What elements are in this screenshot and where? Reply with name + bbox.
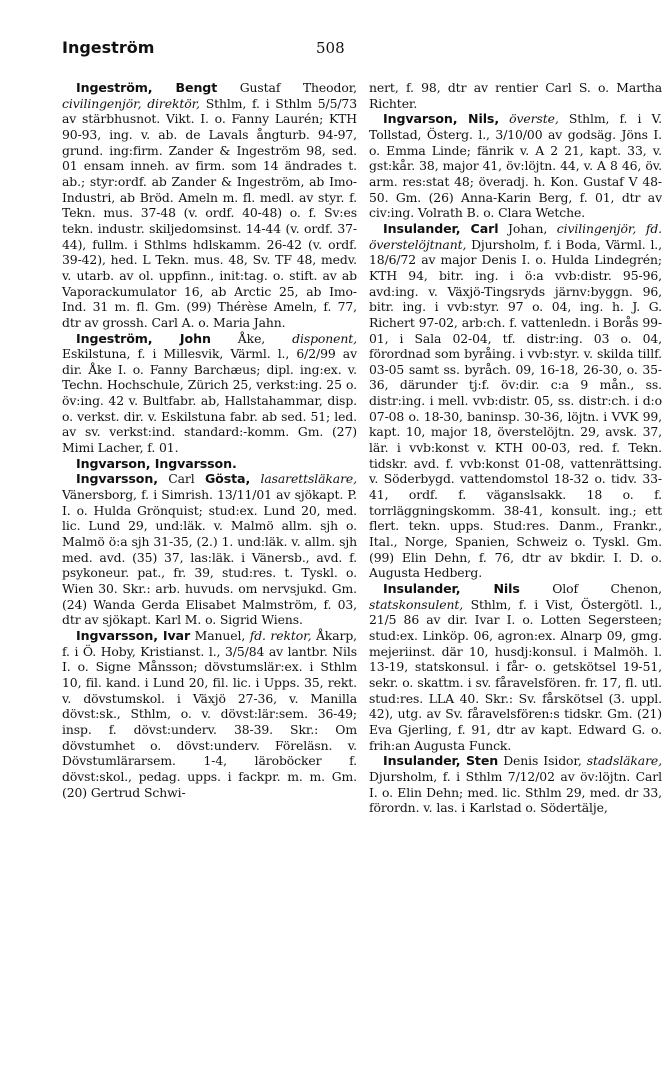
page-number: 508 xyxy=(316,39,345,57)
biography-entry xyxy=(62,80,357,331)
biography-entry xyxy=(62,471,357,628)
biography-entry xyxy=(62,628,357,800)
entry-title: lasarettsläkare, xyxy=(250,471,357,487)
entry-name: Ingvarson, Ingvarsson. xyxy=(76,455,237,471)
biography-entry xyxy=(369,80,662,111)
biography-entry xyxy=(369,111,662,221)
entry-text: Sthlm, f. i V. Tollstad, Österg. l., 3/10/00 av godsäg. Jöns I. o. Emma Linde; fänrik v. A 2 21, kapt. 33, v. gst:kår. 38, major 41, öv:löjtn. 44, v. A 8 46, öv. arm. res:stat 48; överadj. h. Kon. Gustaf V 48-50. Gm. (26) Anna-Karin Berg, f. 01, dtr av civ:ing. Volrath B. o. Clara Wetche. xyxy=(369,111,662,221)
biography-entry xyxy=(62,331,357,456)
entry-text: Sthlm, f. i Sthlm 5/5/73 av stärbhusnot. Vikt. I. o. Fanny Laurén; KTH 90-93, ing. v. ab. de Lavals ångturb. 94-97, grund. ing:firm. Zander & Ingeström 98, sed. 01 ensam inneh. av firm. som 14 ändrades t. ab.; styr:ordf. ab Zander & Ingeström, ab Imo-Industri, ab Bröd. Ameln m. fl. medl. av styr. f. Tekn. mus. 37-48 (v. ordf. 40-48) o. f. Sv:es tekn. industr. skiljedomsinst. 14-44 (v. ordf. 37-44), fullm. i Sthlms hdlskamm. 26-42 (v. ordf. 39-42), hed. L Tekn. mus. 48, Sv. TF 48, medv. v. utarb. av ol. uppfinn., init:tag. o. stift. av ab Vaporackumulator 16, ab Arctic 25, ab Imo-Ind. 31 m. fl. Gm. (99) Thérèse Ameln, f. 77, dtr av grossh. Carl A. o. Maria Jahn. xyxy=(62,95,357,330)
right-column xyxy=(369,80,662,816)
left-column xyxy=(62,80,357,800)
entry-given-names: Denis Isidor, xyxy=(498,753,587,769)
entry-title: stadsläkare, xyxy=(586,753,662,769)
entry-name: Ingeström, John xyxy=(76,330,211,346)
entry-name: Ingeström, Bengt xyxy=(76,80,218,95)
entry-name: Insulander, Nils xyxy=(383,581,520,596)
entry-text: Eskilstuna, f. i Millesvik, Värml. l., 6/2/99 av dir. Åke I. o. Fanny Barchæus; dipl. ing:ex. v. Techn. Hochschule, Zürich 25, verkst:ing. 25 o. öv:ing. 42 v. Bultfabr. ab, Hallstahammar, disp. o. verkst. dir. v. Eskilstuna fabr. ab sed. 51; led. av sv. verkst:ind. standard:-komm. Gm. (27) Mimi Lacher, f. 01. xyxy=(62,346,357,456)
entry-given-names: Johan, xyxy=(498,220,557,236)
biography-entry xyxy=(62,456,357,472)
entry-title: civilingenjör, direktör, xyxy=(62,95,200,111)
entry-text: nert, f. 98, dtr av rentier Carl S. o. Martha Richter. xyxy=(369,80,662,111)
entry-text: Åkarp, f. i Ö. Hoby, Kristianst. l., 3/5/84 av lantbr. Nils I. o. Signe Månsson; dövstumslär:ex. i Sthlm 10, fil. kand. i Lund 20, fil. lic. i Upps. 35, rekt. v. dövstumskol. i Växjö 27-36, v. Manilla dövst:sk., Sthlm, o. v. dövst:lär:sem. 36-49; insp. f. dövst:underv. 38-39. Skr.: Om dövstumhet o. dövst:underv. Föreläsn. v. Dövstumlärarsem. 1-4, läroböcker f. dövst:skol., pedag. upps. i fackpr. m. m. Gm. (20) Gertrud Schwi- xyxy=(62,627,357,800)
entry-given-names: Manuel, xyxy=(190,627,250,643)
entry-text: Sthlm, f. i Vist, Östergötl. l., 21/5 86 av dir. Ivar I. o. Lotten Segersteen; stud:ex. Linköp. 06, agron:ex. Alnarp 09, gmg. mejeriinst. där 10, husdj:konsul. i Malmöh. l. 13-19, statskonsul. i får- o. getskötsel 19-51, sekr. o. skattm. i sv. fåravelsfören. fr. 17, fl. utl. stud:res. LLA 40. Skr.: Sv. fårskötsel (3. uppl. 42), utg. av Sv. fåravelsfören:s tidskr. Gm. (21) Eva Gjerling, f. 91, dtr av kapt. Edward G. o. frih:an Augusta Funck. xyxy=(369,596,662,753)
entry-name: Ingvarsson, Ivar xyxy=(76,627,191,643)
entry-title: statskonsulent, xyxy=(369,596,464,612)
entry-given-names: Carl xyxy=(157,471,205,487)
entry-name: Ingvarson, Nils, xyxy=(383,111,500,127)
entry-text: Djursholm, f. i Sthlm 7/12/02 av öv:löjtn. Carl I. o. Elin Dehn; med. lic. Sthlm 29, med. dr 33, förordn. v. las. i Karlstad o. Södertälje, xyxy=(369,768,662,816)
entry-title: fd. rektor, xyxy=(249,627,312,643)
entry-title: överste, xyxy=(509,111,559,127)
entry-title: civilingenjör, fd. överstelöjtnant, xyxy=(369,220,662,252)
running-head: Ingeström xyxy=(62,38,155,57)
entry-given-names: Olof Chenon, xyxy=(519,581,662,596)
biography-entry xyxy=(369,753,662,816)
entry-name: Insulander, Sten xyxy=(383,753,499,769)
biography-entry xyxy=(369,581,662,753)
entry-name: Ingvarsson, xyxy=(76,471,158,487)
biography-entry xyxy=(369,221,662,581)
entry-name: Insulander, Carl xyxy=(383,220,499,236)
entry-given-names: Gustaf Theodor, xyxy=(217,80,357,95)
entry-text: Djursholm, f. i Boda, Värml. l., 18/6/72 av major Denis I. o. Hulda Lindegrén; KTH 94, bitr. ing. i ö:a vvb:distr. 95-96, avd:ing. v. Växjö-Tingsryds järnv:byggn. 96, bitr. ing. i vvb:styr. 97 o. 04, ing. h. J. G. Richert 97-02, arb:ch. f. vattenledn. i Borås 99-01, i Sala 02-04, tf. distr:ing. 03 o. 04, förordnad som byråing. i vvb:styr. v. skilda tillf. 03-05 samt ss. byråch. 09, 16-18, 26-30, o. 35-36, därunder tj:f. öv:dir. c:a 9 mån., ss. distr:ing. i mell. vvb:distr. 05, ss. distr:ch. i d:o 07-08 o. 18-30, baninsp. 30-36, löjtn. i VVK 99, kapt. 10, major 18, överstelöjtn. 29, avsk. 37, lär. i vvb:konst v. KTH 00-03, red. f. Tekn. tidskr. avd. f. vvb:konst 01-08, vattenrättsing. v. Söderbygd. vattendomstol 18-32 o. tidv. 33-41, ordf. f. väganslsakk. 18 o. f. torrläggningskomm. 38-41, konsult. ing.; ett flert. tekn. upps. Stud:res. Danm., Frankr., Ital., Norge, Spanien, Schweiz o. Tyskl. Gm. (99) Elin Dehn, f. 76, dtr av bkdir. I. D. o. Augusta Hedberg. xyxy=(369,236,662,581)
entry-text: Vänersborg, f. i Simrish. 13/11/01 av sjökapt. P. I. o. Hulda Grönquist; stud:ex. Lund 20, med. lic. Lund 29, und:läk. v. Malmö allm. sjh o. Malmö ö:a sjh 31-35, (2.) 1. und:läk. v. allm. sjh med. avd. (35) 37, las:läk. i Vänersb., avd. f. psykoneur. pat., fr. 39, stud:res. t. Tyskl. o. Wien 30. Skr.: arb. huvuds. om nervsjukd. Gm. (24) Wanda Gerda Elisabet Malmström, f. 03, dtr av sjökapt. Karl M. o. Sigrid Wiens. xyxy=(62,487,357,628)
entry-given-names: Åke, xyxy=(210,330,293,346)
entry-title: disponent, xyxy=(292,330,357,346)
entry-name-secondary: Gösta, xyxy=(204,471,251,487)
entry-given-names xyxy=(499,111,509,126)
